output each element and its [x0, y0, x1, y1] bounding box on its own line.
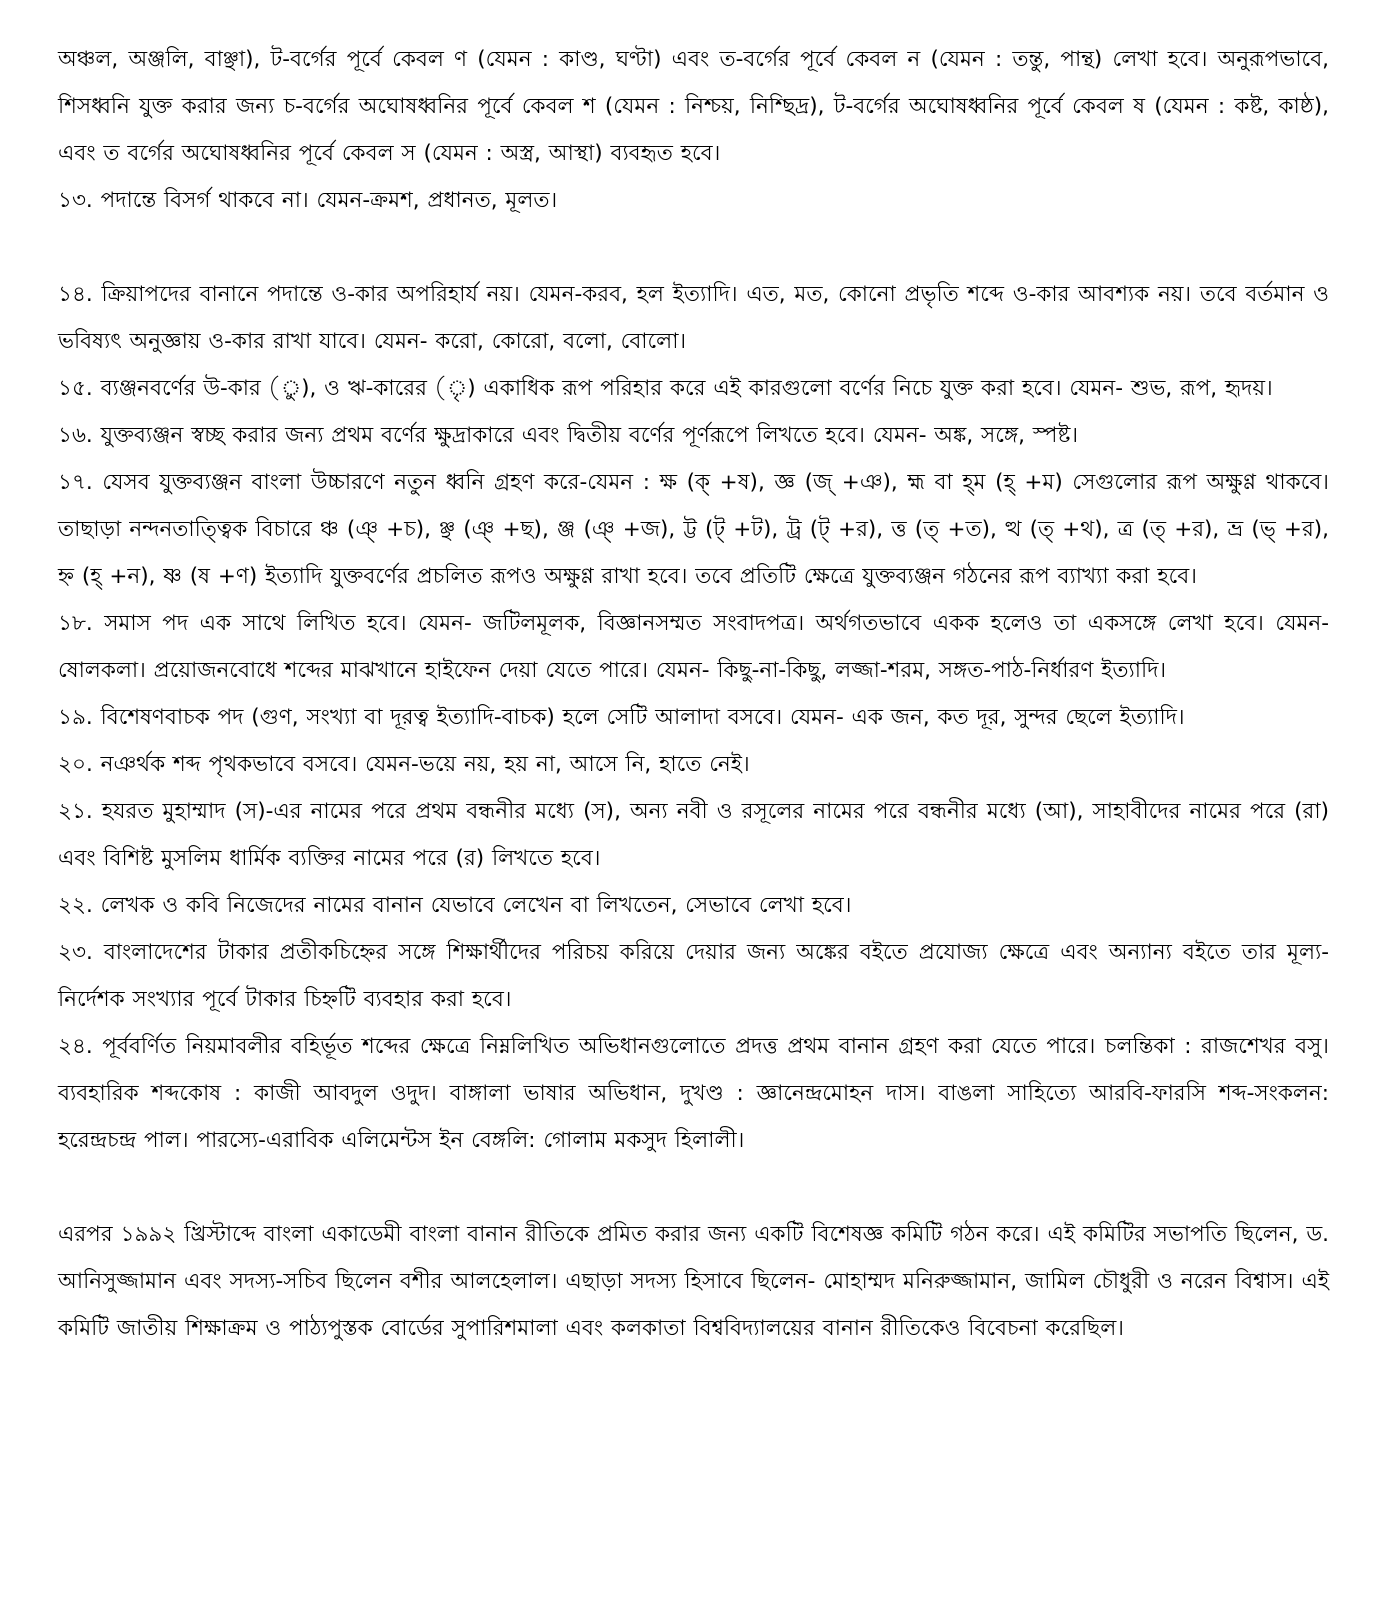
rule-24: ২৪. পূর্ববর্ণিত নিয়মাবলীর বহির্ভূত শব্দের ক্ষেত্রে নিম্নলিখিত অভিধানগুলোতে প্রদত্ত প্রথম বানান গ্রহণ করা যেতে পারে। চলন্তিকা : রাজশেখর বসু। ব্যবহারিক শব্দকোষ : কাজী আবদুল ওদুদ। বাঙ্গালা ভাষার অভিধান, দুখণ্ড : জ্ঞানেন্দ্রমোহন দাস। বাঙলা সাহিত্যে আরবি-ফারসি শব্দ-সংকলন: হরেন্দ্রচন্দ্র পাল। পারস্যে-এরাবিক এলিমেন্টস ইন বেঙ্গলি: গোলাম মকসুদ হিলালী।: [58, 1034, 1329, 1153]
paragraph-continuation: অঞ্চল, অঞ্জলি, বাঞ্ছা), ট-বর্গের পূর্বে কেবল ণ (যেমন : কাণ্ড, ঘণ্টা) এবং ত-বর্গের পূর্বে কেবল ন (যেমন : তন্তু, পান্থ) লেখা হবে। অনুরূপভাবে, শিসধ্বনি যুক্ত করার জন্য চ-বর্গের অঘোষধ্বনির পূর্বে কেবল শ (যেমন : নিশ্চয়, নিশ্ছিদ্র), ট-বর্গের অঘোষধ্বনির পূর্বে কেবল ষ (যেমন : কষ্ট, কাষ্ঠ), এবং ত বর্গের অঘোষধ্বনির পূর্বে কেবল স (যেমন : অস্ত্র, আস্থা) ব্যবহৃত হবে।: [58, 47, 1329, 166]
rule-15: ১৫. ব্যঞ্জনবর্ণের উ-কার (ু), ও ঋ-কারের (ৃ) একাধিক রূপ পরিহার করে এই কারগুলো বর্ণের নিচে যুক্ত করা হবে। যেমন- শুভ, রূপ, হৃদয়।: [58, 376, 1273, 401]
rule-18: ১৮. সমাস পদ এক সাথে লিখিত হবে। যেমন- জটিলমূলক, বিজ্ঞানসম্মত সংবাদপত্র। অর্থগতভাবে একক হলেও তা একসঙ্গে লেখা হবে। যেমন- ষোলকলা। প্রয়োজনবোধে শব্দের মাঝখানে হাইফেন দেয়া যেতে পারে। যেমন- কিছু-না-কিছু, লজ্জা-শরম, সঙ্গত-পাঠ-নির্ধারণ ইত্যাদি।: [58, 611, 1329, 683]
paragraph-committee: এরপর ১৯৯২ খ্রিস্টাব্দে বাংলা একাডেমী বাংলা বানান রীতিকে প্রমিত করার জন্য একটি বিশেষজ্ঞ কমিটি গঠন করে। এই কমিটির সভাপতি ছিলেন, ড. আনিসুজ্জামান এবং সদস্য-সচিব ছিলেন বশীর আলহেলাল। এছাড়া সদস্য হিসাবে ছিলেন- মোহাম্মদ মনিরুজ্জামান, জামিল চৌধুরী ও নরেন বিশ্বাস। এই কমিটি জাতীয় শিক্ষাক্রম ও পাঠ্যপুস্তক বোর্ডের সুপারিশমালা এবং কলকাতা বিশ্ববিদ্যালয়ের বানান রীতিকেও বিবেচনা করেছিল।: [58, 1222, 1329, 1341]
rule-17: ১৭. যেসব যুক্তব্যঞ্জন বাংলা উচ্চারণে নতুন ধ্বনি গ্রহণ করে-যেমন : ক্ষ (ক্ +ষ), জ্ঞ (জ্ +ঞ), হ্ম বা হ্‌ম (হ্ +ম) সেগুলোর রূপ অক্ষুণ্ণ থাকবে। তাছাড়া নন্দনতাত্ত্বিক বিচারে ঞ্চ (ঞ্ +চ), ঞ্ছ (ঞ্ +ছ), ঞ্জ (ঞ্ +জ), ট্ট (ট্ +ট), ট্র (ট্ +র), ত্ত (ত্ +ত), ত্থ (ত্ +থ), ত্র (ত্ +র), ভ্র (ভ্ +র), হ্ন (হ্ +ন), ষ্ণ (ষ +ণ) ইত্যাদি যুক্তবর্ণের প্রচলিত রূপও অক্ষুণ্ণ রাখা হবে। তবে প্রতিটি ক্ষেত্রে যুক্তব্যঞ্জন গঠনের রূপ ব্যাখ্যা করা হবে।: [58, 470, 1329, 589]
rule-21: ২১. হযরত মুহাম্মাদ (স)-এর নামের পরে প্রথম বন্ধনীর মধ্যে (স), অন্য নবী ও রসূলের নামের পরে বন্ধনীর মধ্যে (আ), সাহাবীদের নামের পরে (রা) এবং বিশিষ্ট মুসলিম ধার্মিক ব্যক্তির নামের পরে (র) লিখতে হবে।: [58, 799, 1329, 871]
rule-23: ২৩. বাংলাদেশের টাকার প্রতীকচিহ্নের সঙ্গে শিক্ষার্থীদের পরিচয় করিয়ে দেয়ার জন্য অঙ্কের বইতে প্রযোজ্য ক্ষেত্রে এবং অন্যান্য বইতে তার মূল্য-নির্দেশক সংখ্যার পূর্বে টাকার চিহ্নটি ব্যবহার করা হবে।: [58, 940, 1329, 1012]
rule-19: ১৯. বিশেষণবাচক পদ (গুণ, সংখ্যা বা দূরত্ব ইত্যাদি-বাচক) হলে সেটি আলাদা বসবে। যেমন- এক জন, কত দূর, সুন্দর ছেলে ইত্যাদি।: [58, 705, 1185, 730]
rule-13: ১৩. পদান্তে বিসর্গ থাকবে না। যেমন-ক্রমশ, প্রধানত, মূলত।: [58, 188, 558, 213]
paragraph-gap: [58, 1164, 1329, 1211]
rule-14: ১৪. ক্রিয়াপদের বানানে পদান্তে ও-কার অপরিহার্য নয়। যেমন-করব, হল ইত্যাদি। এত, মত, কোনো প্রভৃতি শব্দে ও-কার আবশ্যক নয়। তবে বর্তমান ও ভবিষ্যৎ অনুজ্ঞায় ও-কার রাখা যাবে। যেমন- করো, কোরো, বলো, বোলো।: [58, 282, 1329, 354]
paragraph-gap: [58, 224, 1329, 271]
rule-20: ২০. নঞর্থক শব্দ পৃথকভাবে বসবে। যেমন-ভয়ে নয়, হয় না, আসে নি, হাতে নেই।: [58, 752, 750, 777]
rule-22: ২২. লেখক ও কবি নিজেদের নামের বানান যেভাবে লেখেন বা লিখতেন, সেভাবে লেখা হবে।: [58, 893, 852, 918]
rule-16: ১৬. যুক্তব্যঞ্জন স্বচ্ছ করার জন্য প্রথম বর্ণের ক্ষুদ্রাকারে এবং দ্বিতীয় বর্ণের পূর্ণরূপে লিখতে হবে। যেমন- অঙ্ক, সঙ্গে, স্পষ্ট।: [58, 423, 1079, 448]
